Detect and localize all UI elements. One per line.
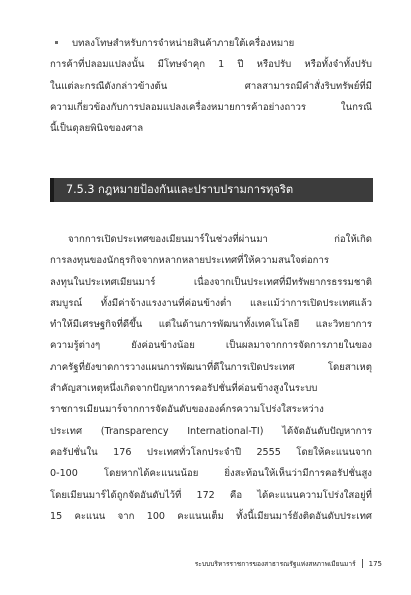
- paragraph-line: 15 คะแนน จาก 100 คะแนนเต็ม ทั้งนี้เมียนมาร์ยังติดอันดับประเทศ: [50, 510, 372, 522]
- paragraph-line: โดยเมียนมาร์ได้ถูกจัดอันดับไว้ที่ 172 คือ ได้คะแนนความโปร่งใสอยู่ที่: [50, 489, 372, 501]
- paragraph-line: คอรัปชั่นใน 176 ประเทศทั่วโลกประจำปี 2555 โดยให้คะแนนจาก: [50, 446, 372, 458]
- main-paragraph: [50, 229, 372, 527]
- paragraph-line: ภาครัฐที่ยังขาดการวางแผนการพัฒนาที่ดีในการเปิดประเทศ โดยสาเหตุ: [50, 361, 372, 373]
- paragraph-line: 0-100 โดยหากได้คะแนนน้อย ยิ่งสะท้อนให้เห็นว่ามีการคอรัปชั่นสูง: [50, 468, 372, 480]
- paragraph-line: ราชการเมียนมาร์จากการจัดอันดับขององค์กรความโปร่งใสระหว่าง: [50, 404, 324, 416]
- section-heading: 7.5.3 กฎหมายป้องกันและปราบปรามการทุจริต: [66, 183, 294, 196]
- paragraph-line: สำคัญสาเหตุหนึ่งเกิดจากปัญหาการคอรัปชั่นที่ค่อนข้างสูงในระบบ: [50, 383, 318, 395]
- paragraph-line: ความรู้ต่างๆ ยังค่อนข้างน้อย เป็นผลมาจากการจัดการภายในของ: [50, 340, 372, 352]
- paragraph-line: ทำให้มีเศรษฐกิจที่ดีขึ้น แต่ในด้านการพัฒนาทั้งเทคโนโลยี และวิทยาการ: [50, 319, 372, 331]
- running-title: ระบบบริหารราชการของสาธารณรัฐแห่งสหภาพเมียนมาร์: [194, 560, 356, 568]
- paragraph-line: ลงทุนในประเทศเมียนมาร์ เนื่องจากเป็นประเทศที่มีทรัพยากรธรรมชาติ: [50, 276, 372, 288]
- paragraph-line: การลงทุนของนักธุรกิจจากหลากหลายประเทศที่ให้ความสนใจต่อการ: [50, 255, 330, 267]
- footer-divider: [362, 559, 363, 568]
- paragraph-line: สมบูรณ์ ทั้งมีค่าจ้างแรงงานที่ค่อนข้างต่ำ และแม้ว่าการเปิดประเทศแล้ว: [50, 297, 372, 309]
- upper-paragraph: [50, 33, 372, 139]
- paragraph-line: จากการเปิดประเทศของเมียนมาร์ในช่วงที่ผ่านมา ก่อให้เกิด: [68, 234, 372, 245]
- paragraph-line: ประเทศ (Transparency International-TI) ได้จัดอันดับปัญหาการ: [50, 425, 372, 437]
- section-heading-accent: [50, 178, 54, 202]
- page-footer: [170, 558, 382, 569]
- paragraph-line: ความเกี่ยวข้องกับการปลอมแปลงเครื่องหมายการค้าอย่างถาวร ในกรณี: [50, 101, 372, 113]
- paragraph-line: นี้เป็นดุลยพินิจของศาล: [50, 123, 144, 135]
- page-number: 175: [368, 559, 382, 568]
- paragraph-line: การค้าที่ปลอมแปลงนั้น มีโทษจำคุก 1 ปี หรือปรับ หรือทั้งจำทั้งปรับ: [50, 59, 372, 71]
- paragraph-line: บทลงโทษสำหรับการจำหน่ายสินค้าภายใต้เครื่องหมาย: [72, 38, 295, 49]
- paragraph-line: ในแต่ละกรณีดังกล่าวข้างต้น ศาลสามารถมีคำสั่งริบทรัพย์ที่มี: [50, 80, 372, 92]
